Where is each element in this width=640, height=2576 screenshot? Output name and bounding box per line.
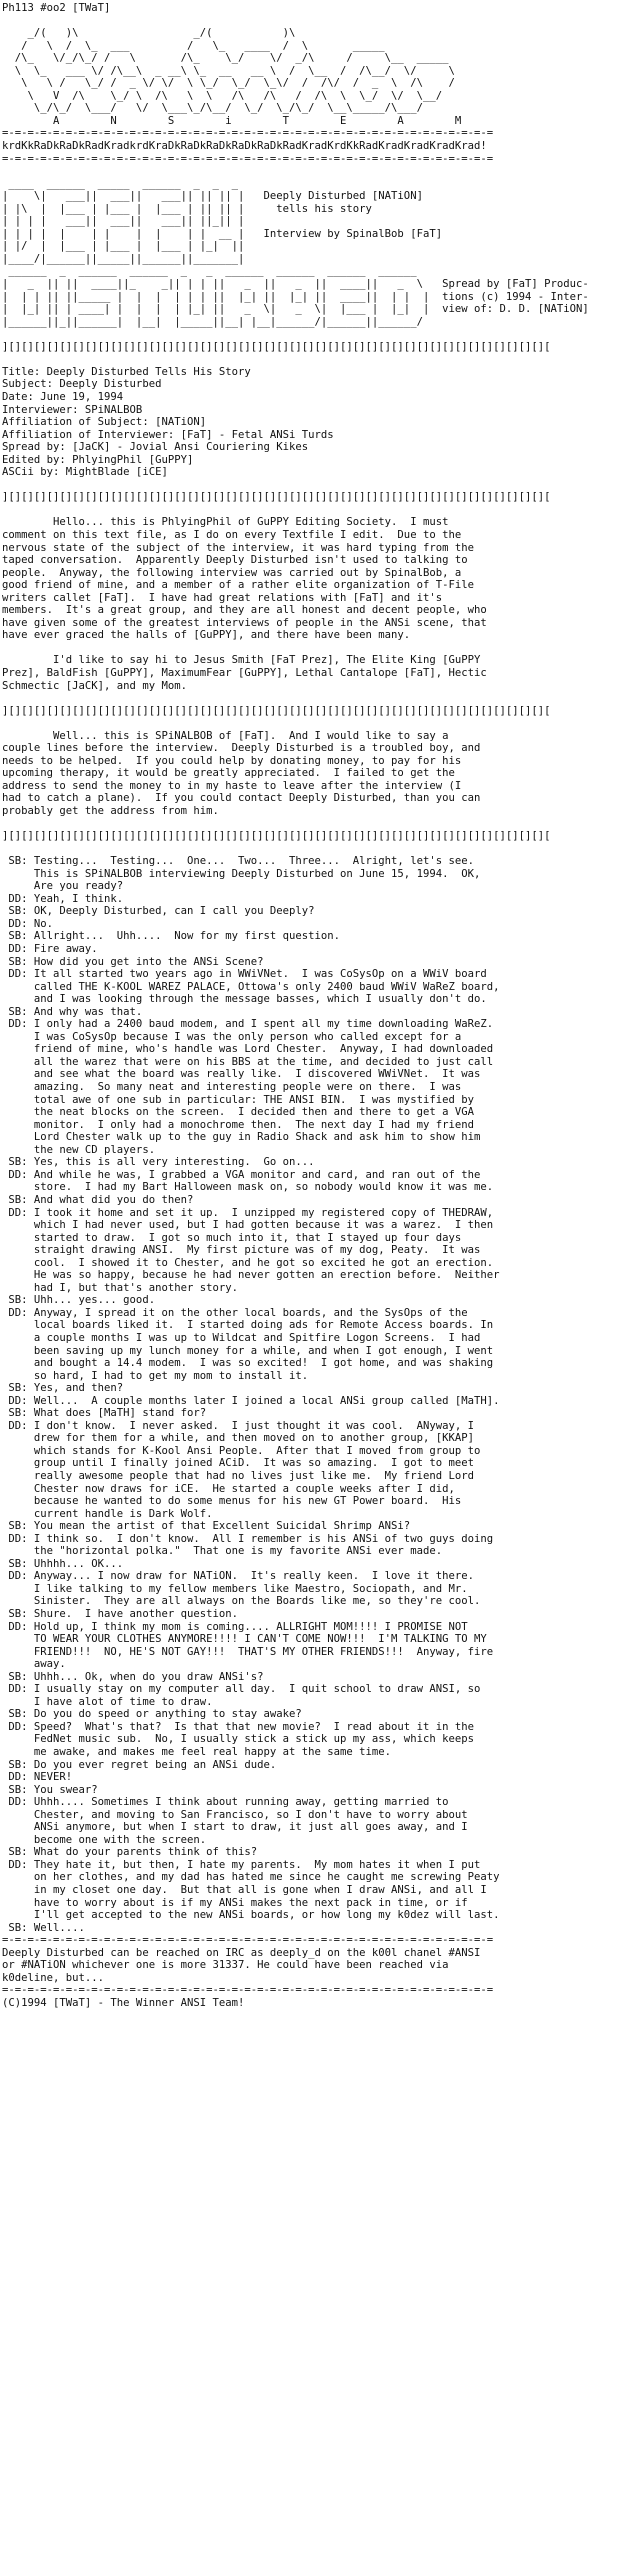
text-line: writers callet [FaT]. I have had great relations with [FaT] and it's [2, 591, 443, 604]
text-line: ][][][][][][][][][][][][][][][][][][][][][][][][][][][][][][][][][][][][][][][][][][][ [2, 704, 551, 717]
text-line: =-=-=-=-=-=-=-=-=-=-=-=-=-=-=-=-=-=-=-=-=-=-=-=-=-=-=-=-=-=-=-=-=-=-=-=-=-=-= [2, 127, 494, 140]
text-line: been saving up my lunch money for a while, and when I got enough, I went [2, 1344, 494, 1357]
text-line: started to draw. I got so much into it, that I stayed up four days [2, 1231, 462, 1244]
text-line: | | | || ||_____ | | | | | | || |_| || |_| || ____|| | | | tions (c) 1994 - Inter- [2, 290, 589, 303]
text-line: |______||_||______| |__| |_____||__| |__|______/|______||______/ [2, 315, 423, 328]
text-line: DD: NEVER! [2, 1771, 73, 1784]
text-line: had I, but that's another story. [2, 1281, 238, 1294]
text-line: a couple months I was up to Wildcat and Spitfire Logon Screens. I had [2, 1331, 481, 1344]
text-line: SB: What do your parents think of this? [2, 1846, 258, 1859]
text-line: I'd like to say hi to Jesus Smith [FaT Prez], The Elite King [GuPPY [2, 654, 481, 667]
text-line: SB: You mean the artist of that Excellent Suicidal Shrimp ANSi? [2, 1520, 411, 1533]
text-line: SB: Yes, this is all very interesting. Go on... [2, 1156, 315, 1169]
text-line: local boards liked it. I started doing ads for Remote Access boards. In [2, 1319, 494, 1332]
text-line: DD: Anyway, I spread it on the other local boards, and the SysOps of the [2, 1306, 468, 1319]
text-line: and see what the board was really like. I discovered WWiVNet. It was [2, 1068, 481, 1081]
text-line: \ \ / \_/ / _ \/ \/ \ \_/ \_/ \_\/ / /\/ / _ \ /\ / [2, 77, 455, 90]
text-line: which stands for K-Kool Ansi People. After that I moved from group to [2, 1444, 481, 1457]
text-line: SB: Well.... [2, 1921, 85, 1934]
text-line: I'll get accepted to the new ANSi boards, or how long my k0dez will last. [2, 1909, 500, 1922]
text-line: straight drawing ANSI. My first picture was of my dog, Peaty. It was [2, 1244, 481, 1257]
text-line: SB: Uhh... yes... good. [2, 1294, 156, 1307]
text-line [2, 479, 640, 492]
text-line: SB: Do you do speed or anything to stay awake? [2, 1708, 302, 1721]
text-line: total awe of one sub in particular: THE ANSI BIN. I was mystified by [2, 1093, 474, 1106]
text-line: SB: How did you get into the ANSi Scene? [2, 955, 264, 968]
text-line: =-=-=-=-=-=-=-=-=-=-=-=-=-=-=-=-=-=-=-=-=-=-=-=-=-=-=-=-=-=-=-=-=-=-=-=-=-=-= [2, 152, 494, 165]
text-line: | | | | | | | | | | | __ | Interview by SpinalBob [FaT] [2, 227, 443, 240]
text-line: SB: OK, Deeply Disturbed, can I call you Deeply? [2, 905, 315, 918]
text-line: Well... this is SPiNALBOB of [FaT]. And I would like to say a [2, 729, 449, 742]
text-line: I have alot of time to draw. [2, 1695, 213, 1708]
text-line: Are you ready? [2, 880, 124, 893]
text-line: \ \_ ___ \/ /\__\ _ __\ \_ __ __ \ / \__ / /\__/ \/ \ [2, 64, 455, 77]
text-line: away. [2, 1658, 66, 1671]
text-line: me awake, and makes me feel real happy at the same time. [2, 1746, 392, 1759]
text-line [2, 692, 640, 705]
text-line: Subject: Deeply Disturbed [2, 378, 162, 391]
text-line: SB: Allright... Uhh.... Now for my first question. [2, 930, 341, 943]
text-line: upcoming therapy, it would be greatly appreciated. I failed to get the [2, 767, 455, 780]
text-line: TO WEAR YOUR CLOTHES ANYMORE!!!! I CAN'T COME NOW!!! I'M TALKING TO MY [2, 1633, 487, 1646]
text-line: ______ _ ______ ______ _ _ ______ ______ ______ ______ [2, 265, 417, 278]
text-line [2, 843, 640, 856]
text-line: SB: Do you ever regret being an ANSi dude. [2, 1758, 277, 1771]
text-line: DD: No. [2, 917, 54, 930]
text-line: needs to be helped. If you could help by donating money, to pay for his [2, 754, 462, 767]
text-line [2, 165, 640, 178]
text-line: krdKkRaDkRaDkRadKradkrdKraDkRaDkRaDkRaDkRaDkRadKradKrdKkRadKradKradKradKrad! [2, 140, 487, 153]
text-line: DD: It all started two years ago in WWiVNet. I was CoSysOp on a WWiV board [2, 968, 487, 981]
text-line: Prez], BaldFish [GuPPY], MaximumFear [GuPPY], Lethal Cantalope [FaT], Hectic [2, 666, 487, 679]
text-line: because he wanted to do some menus for his new GT Power board. His [2, 1495, 462, 1508]
text-line [2, 353, 640, 366]
text-line: really awesome people that had no lives just like me. My friend Lord [2, 1469, 474, 1482]
text-line: and bought a 14.4 modem. I was so excited! I got home, and was shaking [2, 1357, 494, 1370]
text-line: | \| ___|| ___|| ___|| || || | Deeply Disturbed [NATiON] [2, 190, 423, 203]
text-line: Affiliation of Interviewer: [FaT] - Fetal ANSi Turds [2, 428, 334, 441]
text-line: DD: Speed? What's that? Is that that new movie? I read about it in the [2, 1720, 474, 1733]
text-line: Edited by: PhlyingPhil [GuPPY] [2, 453, 194, 466]
text-line: DD: I think so. I don't know. All I remember is his ANSi of two guys doing [2, 1532, 494, 1545]
text-line: Sinister. They are all always on the Boards like me, so they're cool. [2, 1595, 481, 1608]
text-line: and I was looking through the message basses, which I usually don't do. [2, 993, 487, 1006]
text-line: ANSi anymore, but when I start to draw, it just all goes away, and I [2, 1821, 468, 1834]
text-line: monitor. I only had a monochrome then. The next day I had my friend [2, 1118, 474, 1131]
text-line: become one with the screen. [2, 1833, 207, 1846]
text-line: SB: What does [MaTH] stand for? [2, 1407, 207, 1420]
text-line: | _ || || ____||_ _|| | | || _ || _ || ____|| _ \ Spread by [FaT] Produc- [2, 278, 589, 291]
text-line: =-=-=-=-=-=-=-=-=-=-=-=-=-=-=-=-=-=-=-=-=-=-=-=-=-=-=-=-=-=-=-=-=-=-=-=-=-=-= [2, 1934, 494, 1947]
text-line: have to worry about is if my ANSi makes the next pack in time, or if [2, 1896, 468, 1909]
text-line: \_/\_/ \___/ \/ \___\_/\__/ \_/ \_/\_/ \__\_____/\___/ [2, 102, 423, 115]
text-line: had to catch a plane). If you could contact Deeply Disturbed, than you can [2, 792, 481, 805]
text-line: Schmectic [JaCK], and my Mom. [2, 679, 187, 692]
text-line: amazing. So many neat and interesting people were on there. I was [2, 1081, 462, 1094]
text-line: DD: Fire away. [2, 943, 98, 956]
text-line: /\_ \/_/\_/ / \ /\_ \_/ \/ _/\ / \__ _____ [2, 52, 449, 65]
text-line: \ V /\ \_/ \ /\ \ \ /\ /\ / /\ \ \_/ \/ \__/ [2, 89, 443, 102]
text-line: Spread by: [JaCK] - Jovial Ansi Couriering Kikes [2, 441, 309, 454]
text-line: Interviewer: SPiNALBOB [2, 403, 143, 416]
text-line: Deeply Disturbed can be reached on IRC as deeply_d on the k00l chanel #ANSI [2, 1946, 481, 1959]
text-line: ][][][][][][][][][][][][][][][][][][][][][][][][][][][][][][][][][][][][][][][][][][][ [2, 491, 551, 504]
text-line: FedNet music sub. No, I usually stick a stick up my ass, which keeps [2, 1733, 474, 1746]
text-line: Title: Deeply Disturbed Tells His Story [2, 365, 251, 378]
text-line [2, 328, 640, 341]
text-line: I was CoSysOp because I was the only person who called except for a [2, 1030, 462, 1043]
text-line: He was so happy, because he had never gotten an erection before. Neither [2, 1269, 500, 1282]
text-line: Ph113 #oo2 [TWaT] [2, 2, 111, 14]
text-line: on her clothes, and my dad has hated me since he caught me screwing Peaty [2, 1871, 500, 1884]
text-line [2, 642, 640, 655]
text-line [2, 717, 640, 730]
text-line: | |_| || | ____| | | | | |_| || _ \| _ \| |___ | |_| | view of: D. D. [NATiON] [2, 303, 589, 316]
text-line: the new CD players. [2, 1143, 156, 1156]
text-line: DD: I took it home and set it up. I unzipped my registered copy of THEDRAW, [2, 1206, 494, 1219]
text-line: SB: And why was that. [2, 1005, 143, 1018]
text-line: SB: Testing... Testing... One... Two... Three... Alright, let's see. [2, 855, 474, 868]
text-line: members. It's a great group, and they are all honest and decent people, who [2, 604, 487, 617]
text-line: couple lines before the interview. Deeply Disturbed is a troubled boy, and [2, 742, 481, 755]
text-line: =-=-=-=-=-=-=-=-=-=-=-=-=-=-=-=-=-=-=-=-=-=-=-=-=-=-=-=-=-=-=-=-=-=-=-=-=-=-= [2, 1984, 494, 1997]
text-line: DD: Well... A couple months later I joined a local ANSi group called [MaTH]. [2, 1394, 500, 1407]
text-line: DD: Yeah, I think. [2, 892, 124, 905]
text-line: SB: Uhhh... Ok, when do you draw ANSi's? [2, 1670, 264, 1683]
text-line: SB: And what did you do then? [2, 1193, 194, 1206]
text-line: ____ ______ _____ ______ _ _ _ [2, 177, 238, 190]
text-line: k0deline, but... [2, 1971, 105, 1984]
text-line: | |\ | |___ | |___ | |___ | || || | tells his story [2, 202, 372, 215]
text-line: DD: I usually stay on my computer all day. I quit school to draw ANSI, so [2, 1683, 481, 1696]
text-line: | |/ | |___ | |___ | |___ | |_| || [2, 240, 245, 253]
text-line: This is SPiNALBOB interviewing Deeply Disturbed on June 15, 1994. OK, [2, 867, 481, 880]
text-line: SB: Yes, and then? [2, 1382, 124, 1395]
text-line: DD: Uhhh.... Sometimes I think about running away, getting married to [2, 1796, 449, 1809]
text-line: _/( )\ _/( )\ [2, 27, 296, 40]
text-line: all the warez that were on his BBS at the time, and decided to just call [2, 1055, 494, 1068]
text-line: called THE K-KOOL WAREZ PALACE, Ottowa's only 2400 baud WWiV WaReZ board, [2, 980, 500, 993]
text-line: have ever graced the halls of [GuPPY], and there have been many. [2, 629, 411, 642]
text-line: DD: Hold up, I think my mom is coming.... ALLRIGHT MOM!!!! I PROMISE NOT [2, 1620, 468, 1633]
text-line: A N S i T E A M [2, 114, 462, 127]
text-line: good friend of mine, and a member of a rather elite organization of T-File [2, 579, 474, 592]
text-line: FRIEND!!! NO, HE'S NOT GAY!!! THAT'S MY OTHER FRIENDS!!! Anyway, fire [2, 1645, 494, 1658]
text-line: / \ / \_ ___ / \_ ____ / \ _____ [2, 39, 385, 52]
text-line: group until I finally joined ACiD. It was so amazing. I got to meet [2, 1457, 474, 1470]
text-line: DD: They hate it, but then, I hate my parents. My mom hates it when I put [2, 1858, 481, 1871]
text-line: friend of mine, who's handle was Lord Chester. Anyway, I had downloaded [2, 1043, 494, 1056]
text-line: people. Anyway, the following interview was carried out by SpinalBob, a [2, 566, 462, 579]
text-line: DD: I only had a 2400 baud modem, and I spent all my time downloading WaReZ. [2, 1018, 494, 1031]
text-line: Date: June 19, 1994 [2, 390, 124, 403]
text-line: SB: Shure. I have another question. [2, 1608, 238, 1620]
text-line: SB: Uhhhh... OK... [2, 1557, 124, 1570]
text-line: (C)1994 [TWaT] - The Winner ANSI Team! [2, 1996, 245, 2009]
text-line: ASCii by: MightBlade [iCE] [2, 466, 168, 479]
text-line: Lord Chester walk up to the guy in Radio Shack and ask him to show him [2, 1131, 481, 1144]
text-line: SB: You swear? [2, 1783, 98, 1796]
text-line: address to send the money to in my haste to leave after the interview (I [2, 779, 462, 792]
text-line: I like talking to my fellow members like Maestro, Sociopath, and Mr. [2, 1582, 468, 1595]
text-line [2, 818, 640, 831]
text-line: Hello... this is PhlyingPhil of GuPPY Editing Society. I must [2, 516, 449, 529]
text-line: DD: I don't know. I never asked. I just thought it was cool. ANyway, I [2, 1419, 474, 1432]
text-line: drew for them for a while, and then moved on to another group, [KKAP] [2, 1432, 474, 1445]
text-line: probably get the address from him. [2, 805, 219, 817]
text-line [2, 15, 640, 28]
text-line: comment on this text file, as I do on every Textfile I edit. Due to the [2, 528, 462, 541]
text-line: current handle is Dark Wolf. [2, 1507, 213, 1520]
text-line: Affiliation of Subject: [NATiON] [2, 416, 207, 429]
text-line: cool. I showed it to Chester, and he got so excited he got an erection. [2, 1256, 494, 1269]
text-line: |____/|______||_____||______||_______| [2, 252, 245, 265]
text-line: which I had never used, but I had gotten because it was a warez. I then [2, 1219, 494, 1232]
text-line: in my closet one day. But that all is gone when I draw ANSi, and all I [2, 1884, 487, 1897]
text-line: store. I had my Bart Halloween mask on, so nobody would know it was me. [2, 1181, 494, 1194]
text-line: or #NATiON whichever one is more 31337. He could have been reached via [2, 1959, 449, 1972]
text-line: Chester, and moving to San Francisco, so I don't have to worry about [2, 1808, 468, 1821]
text-line: taped conversation. Apparently Deeply Disturbed isn't used to talking to [2, 554, 468, 567]
text-line: DD: And while he was, I grabbed a VGA monitor and card, and ran out of the [2, 1168, 481, 1181]
text-line: have given some of the greatest interviews of people in the ANSi scene, that [2, 616, 487, 629]
text-line [2, 504, 640, 517]
text-line: ][][][][][][][][][][][][][][][][][][][][][][][][][][][][][][][][][][][][][][][][][][][ [2, 340, 551, 353]
text-line: nervous state of the subject of the interview, it was hard typing from the [2, 541, 474, 554]
text-line: DD: Anyway... I now draw for NATiON. It's really keen. I love it there. [2, 1570, 474, 1583]
text-line: the "horizontal polka." That one is my favorite ANSi ever made. [2, 1545, 443, 1558]
text-line: the neat blocks on the screen. I decided then and there to get a VGA [2, 1106, 474, 1119]
text-line: | | | | ___|| ___|| ___|| ||_|| | [2, 215, 245, 228]
text-line: ][][][][][][][][][][][][][][][][][][][][][][][][][][][][][][][][][][][][][][][][][][][ [2, 830, 551, 843]
text-line: Chester now draws for iCE. He started a couple weeks after I did, [2, 1482, 455, 1495]
text-line: so hard, I had to get my mom to install it. [2, 1369, 309, 1382]
